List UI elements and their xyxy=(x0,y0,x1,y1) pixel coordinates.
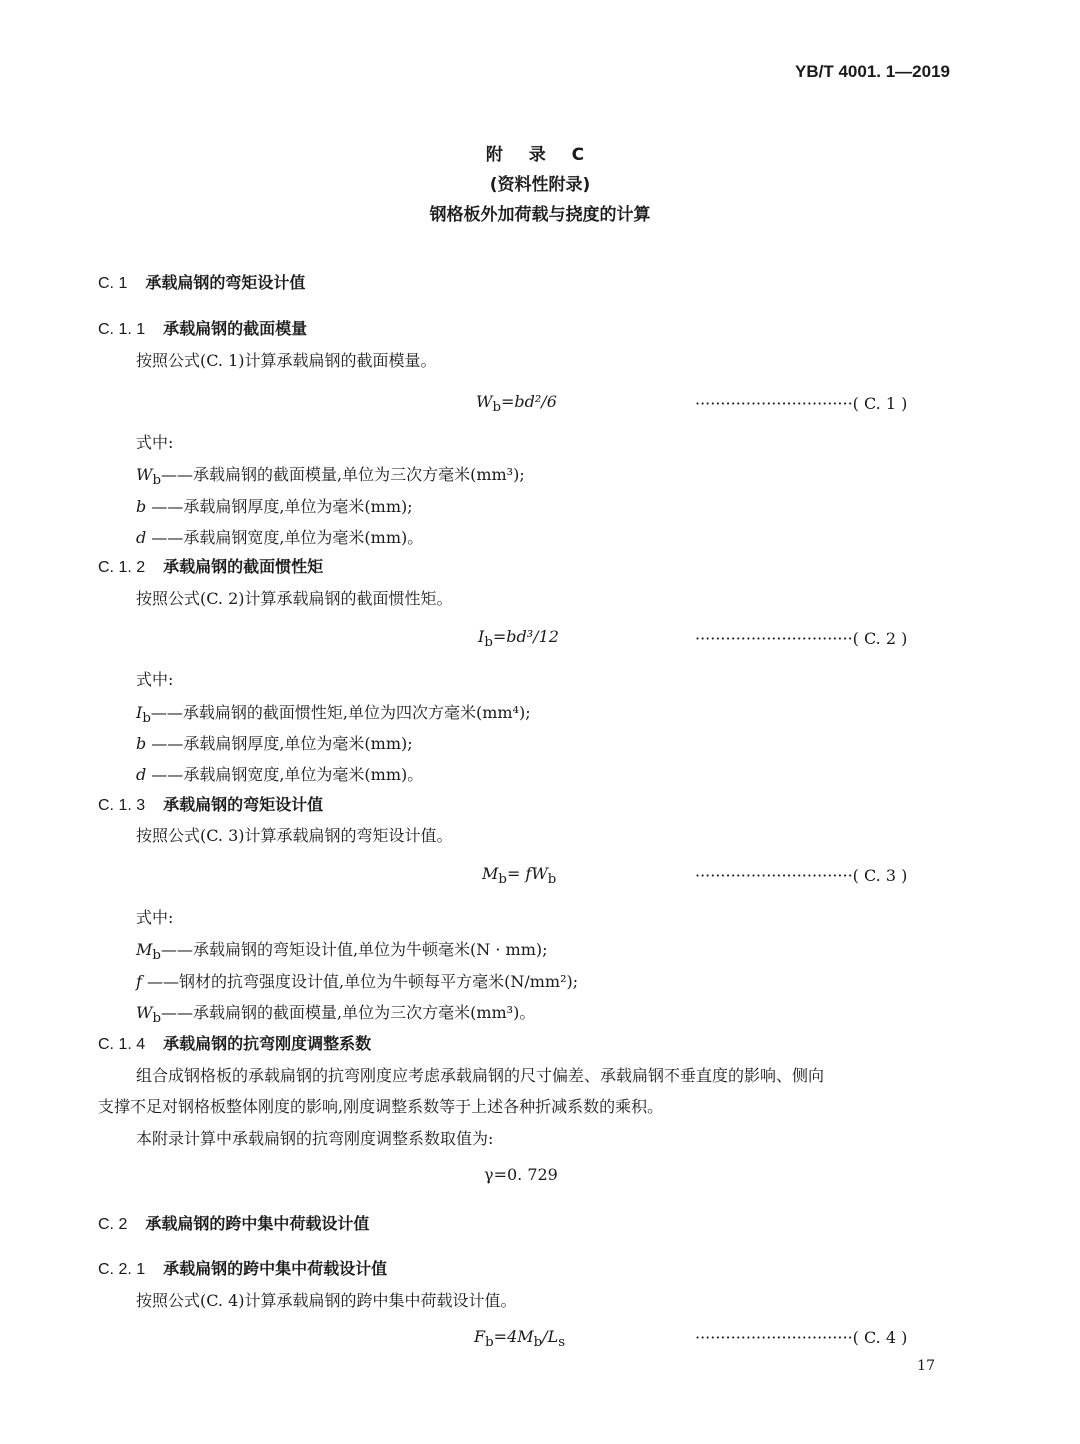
formula-rhs: = fW xyxy=(506,864,548,883)
variable-symbol: M xyxy=(136,940,153,959)
formula-c1 xyxy=(476,392,557,415)
equation-label-c2: ·······························( C. 2 ) xyxy=(695,629,908,648)
variable-symbol: I xyxy=(136,703,143,722)
section-number: C. 2 xyxy=(98,1216,128,1233)
formula-subscript: b xyxy=(492,400,501,416)
section-c1-heading xyxy=(98,270,305,293)
variable-symbol: d xyxy=(136,528,147,547)
variable-description: ——承载扁钢的截面模量,单位为三次方毫米(mm³); xyxy=(161,465,525,484)
formula-symbol: W xyxy=(476,392,493,411)
formula-mid: =4M xyxy=(493,1327,534,1346)
formula-subscript: b xyxy=(498,872,507,888)
section-title: 承载扁钢的弯矩设计值 xyxy=(145,273,306,292)
section-title: 承载扁钢的跨中集中荷载设计值 xyxy=(163,1259,388,1278)
section-c13-heading xyxy=(98,792,323,815)
variable-definition xyxy=(136,731,413,754)
variable-subscript: b xyxy=(152,1011,161,1027)
variable-description: ——承载扁钢厚度,单位为毫米(mm); xyxy=(146,734,413,753)
appendix-title: 附 录 C xyxy=(485,145,595,165)
variable-description: ——承载扁钢的截面惯性矩,单位为四次方毫米(mm⁴); xyxy=(150,703,531,722)
gamma-value: γ=0. 729 xyxy=(484,1165,558,1184)
formula-symbol: M xyxy=(482,864,499,883)
section-number: C. 1. 2 xyxy=(98,559,146,576)
appendix-type: (资料性附录) xyxy=(489,175,591,195)
formula-c2 xyxy=(478,627,559,650)
variable-subscript: b xyxy=(142,711,151,727)
variable-description: ——承载扁钢的截面模量,单位为三次方毫米(mm³)。 xyxy=(161,1003,536,1022)
section-c11-heading xyxy=(98,316,307,339)
c14-paragraph-line2: 支撑不足对钢格板整体刚度的影响,刚度调整系数等于上述各种折减系数的乘积。 xyxy=(98,1097,664,1116)
section-title: 承载扁钢的弯矩设计值 xyxy=(163,795,324,814)
variable-definition xyxy=(136,462,525,488)
section-title: 承载扁钢的截面模量 xyxy=(163,319,308,338)
c11-intro: 按照公式(C. 1)计算承载扁钢的截面模量。 xyxy=(136,351,437,370)
variable-symbol: b xyxy=(136,497,147,516)
section-number: C. 1. 3 xyxy=(98,797,146,814)
variable-subscript: b xyxy=(152,948,161,964)
c14-paragraph-line1: 组合成钢格板的承载扁钢的抗弯刚度应考虑承载扁钢的尺寸偏差、承载扁钢不垂直度的影响、侧向 xyxy=(136,1066,825,1085)
formula-subscript: b xyxy=(484,635,493,651)
variable-description: ——承载扁钢厚度,单位为毫米(mm); xyxy=(146,497,413,516)
variable-definition xyxy=(136,700,531,726)
variable-symbol: W xyxy=(136,465,153,484)
section-number: C. 1 xyxy=(98,275,128,292)
section-c12-heading xyxy=(98,554,323,577)
where-label: 式中: xyxy=(136,433,174,452)
section-number: C. 2. 1 xyxy=(98,1261,146,1278)
formula-subscript: b xyxy=(547,872,557,888)
formula-c3 xyxy=(482,864,556,887)
formula-symbol: I xyxy=(478,627,485,646)
section-number: C. 1. 4 xyxy=(98,1036,146,1053)
variable-symbol: W xyxy=(136,1003,153,1022)
equation-label-c4: ·······························( C. 4 ) xyxy=(695,1328,908,1347)
formula-symbol: F xyxy=(474,1327,486,1346)
variable-description: ——钢材的抗弯强度设计值,单位为牛顿每平方毫米(N/mm²); xyxy=(141,972,579,991)
c21-intro: 按照公式(C. 4)计算承载扁钢的跨中集中荷载设计值。 xyxy=(136,1291,517,1310)
variable-description: ——承载扁钢宽度,单位为毫米(mm)。 xyxy=(146,765,424,784)
variable-symbol: b xyxy=(136,734,147,753)
variable-subscript: b xyxy=(152,473,161,489)
section-title: 承载扁钢的抗弯刚度调整系数 xyxy=(163,1034,372,1053)
section-c21-heading xyxy=(98,1256,387,1279)
variable-symbol: f xyxy=(136,972,142,991)
formula-subscript: b xyxy=(533,1335,543,1351)
equation-label-c1: ·······························( C. 1 ) xyxy=(695,394,908,413)
section-title: 承载扁钢的跨中集中荷载设计值 xyxy=(145,1214,370,1233)
section-title: 承载扁钢的截面惯性矩 xyxy=(163,557,324,576)
variable-description: ——承载扁钢宽度,单位为毫米(mm)。 xyxy=(146,528,424,547)
formula-subscript: b xyxy=(485,1335,494,1351)
formula-subscript: s xyxy=(558,1335,566,1351)
variable-definition xyxy=(136,1000,535,1026)
c12-intro: 按照公式(C. 2)计算承载扁钢的截面惯性矩。 xyxy=(136,589,453,608)
standard-number: YB/T 4001. 1—2019 xyxy=(795,62,950,81)
where-label: 式中: xyxy=(136,908,174,927)
variable-definition xyxy=(136,762,423,785)
section-c2-heading xyxy=(98,1211,369,1234)
formula-rhs: =bd³/12 xyxy=(492,627,559,646)
formula-c4 xyxy=(474,1327,565,1350)
c14-paragraph2: 本附录计算中承载扁钢的抗弯刚度调整系数取值为: xyxy=(136,1129,494,1148)
page-number: 17 xyxy=(917,1358,935,1374)
variable-definition xyxy=(136,937,548,963)
formula-tail: /L xyxy=(542,1327,559,1346)
c13-intro: 按照公式(C. 3)计算承载扁钢的弯矩设计值。 xyxy=(136,826,453,845)
variable-definition xyxy=(136,525,423,548)
equation-label-c3: ·······························( C. 3 ) xyxy=(695,866,908,885)
variable-definition xyxy=(136,969,578,992)
appendix-name: 钢格板外加荷载与挠度的计算 xyxy=(429,205,651,225)
formula-rhs: =bd²/6 xyxy=(501,392,557,411)
variable-symbol: d xyxy=(136,765,147,784)
variable-description: ——承载扁钢的弯矩设计值,单位为牛顿毫米(N · mm); xyxy=(160,940,548,959)
variable-definition xyxy=(136,494,413,517)
where-label: 式中: xyxy=(136,670,174,689)
section-c14-heading xyxy=(98,1031,371,1054)
section-number: C. 1. 1 xyxy=(98,321,146,338)
